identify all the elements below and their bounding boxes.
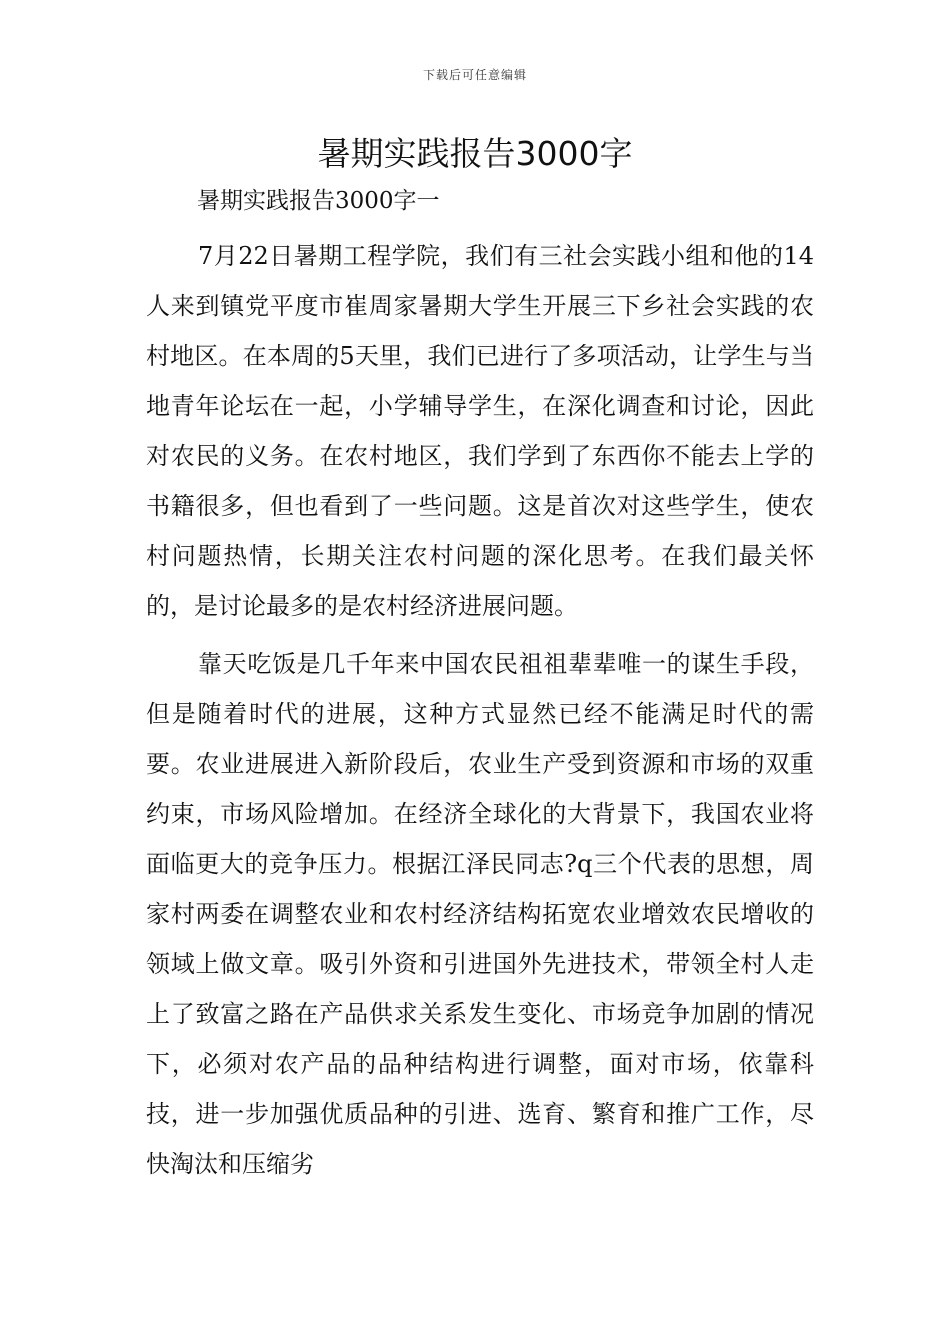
paragraph: 靠天吃饭是几千年来中国农民祖祖辈辈唯一的谋生手段，但是随着时代的进展，这种方式显然已经不能满足时代的需要。农业进展进入新阶段后，农业生产受到资源和市场的双重约束，市场风险增加。在经济全球化的大背景下，我国农业将面临更大的竞争压力。根据江泽民同志?q三个代表的思想，周家村两委在调整农业和农村经济结构拓宽农业增效农民增收的领域上做文章。吸引外资和引进国外先进技术，带领全村人走上了致富之路在产品供求关系发生变化、市场竞争加剧的情况下，必须对农产品的品种结构进行调整，面对市场，依靠科技，进一步加强优质品种的引进、选育、繁育和推广工作，尽快淘汰和压缩劣 xyxy=(146,650,814,1178)
section-subtitle: 暑期实践报告3000字一 xyxy=(197,188,440,214)
body-text xyxy=(146,231,814,1189)
page-title: 暑期实践报告3000字 xyxy=(317,134,633,173)
header-note: 下载后可任意编辑 xyxy=(422,68,527,82)
paragraph: 7月22日暑期工程学院，我们有三社会实践小组和他的14人来到镇党平度市崔周家暑期大学生开展三下乡社会实践的农村地区。在本周的5天里，我们已进行了多项活动，让学生与当地青年论坛在一起，小学辅导学生，在深化调查和讨论，因此对农民的义务。在农村地区，我们学到了东西你不能去上学的书籍很多，但也看到了一些问题。这是首次对这些学生，使农村问题热情，长期关注农村问题的深化思考。在我们最关怀的，是讨论最多的是农村经济进展问题。 xyxy=(146,242,814,620)
